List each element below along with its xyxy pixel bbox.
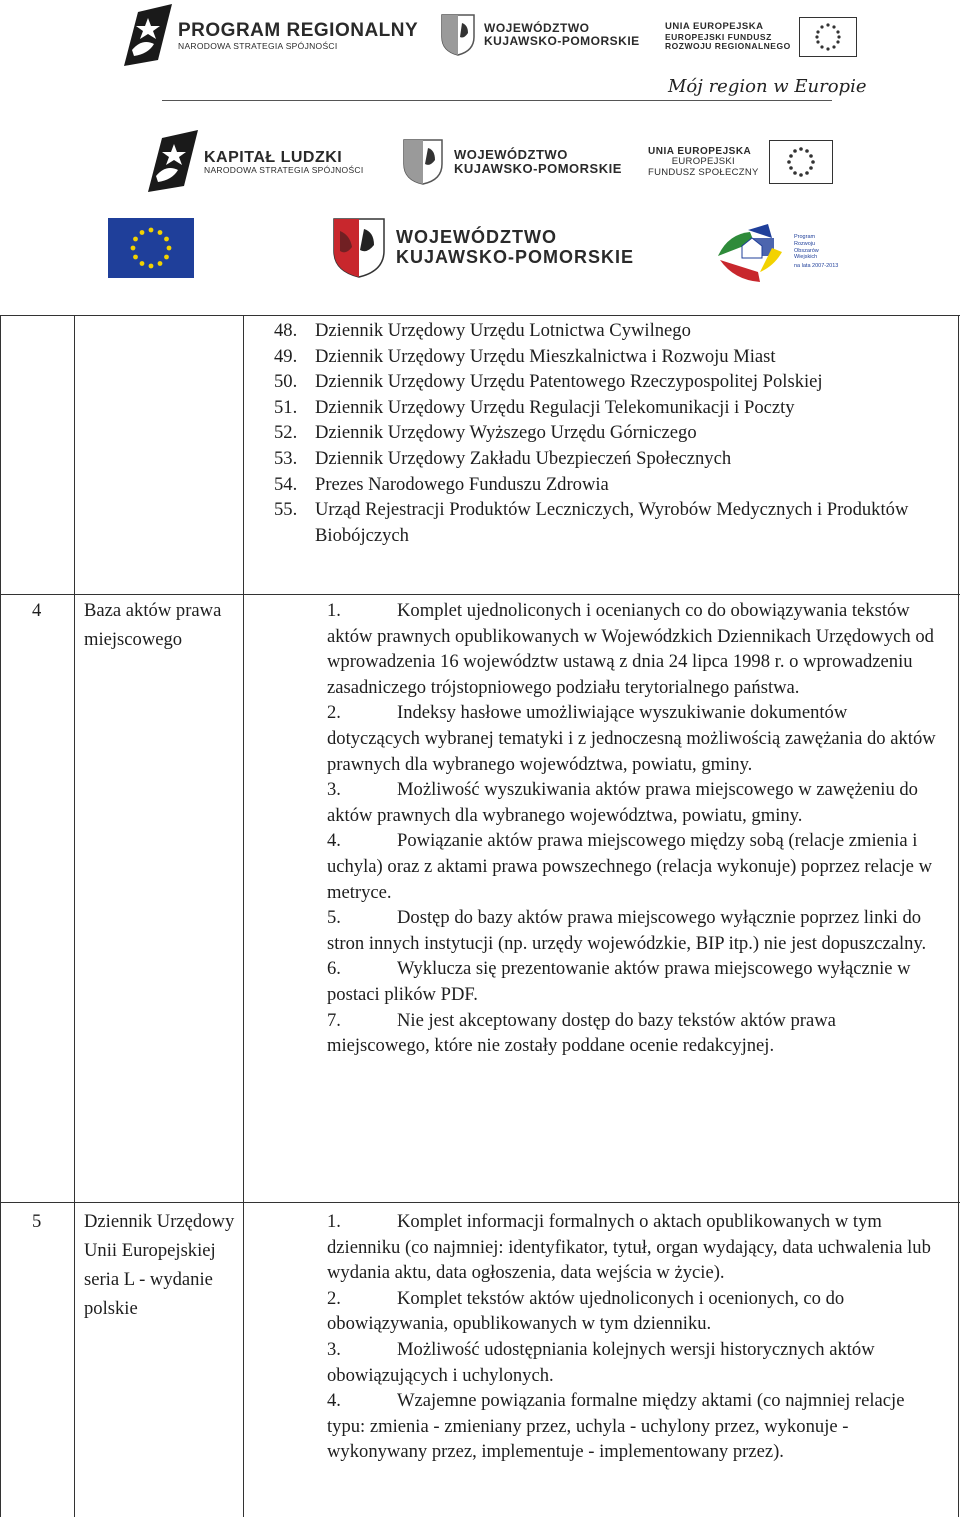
coat-of-arms-icon [402, 138, 444, 186]
requirement-item: 4. Powiązanie aktów prawa miejscowego między sobą (relacje zmienia i uchyla) oraz z aktami prawa powszechnego (relacja wykonuje) poprzez relacje w metryce. [327, 830, 933, 903]
program-regionalny-title: PROGRAM REGIONALNY [178, 19, 419, 41]
requirement-item: 1. Komplet ujednoliconych i ocenianych co do obowiązywania tekstów aktów prawnych opublikowanych w Wojewódzkich Dziennikach Urzędowych od wprowadzenia 16 województw ustawą z dnia 24 lipca 1998 r. o wprowadzeniu zasadniczego trójstopniowego podziału terytorialnego państwa. [327, 600, 934, 698]
wojewodztwo-line2: KUJAWSKO-POMORSKIE [454, 161, 622, 176]
unia-line1: UNIA EUROPEJSKA [665, 21, 764, 33]
logo-row-3 [0, 208, 960, 290]
list-item: 53. Dziennik Urzędowy Zakładu Ubezpieczeń Społecznych [274, 447, 732, 469]
slogan-signature: Mój region w Europie [668, 76, 867, 97]
unia-line3: FUNDUSZ SPOŁECZNY [648, 166, 759, 178]
unia-efrr-logo [665, 16, 857, 58]
wojewodztwo-line2: KUJAWSKO-POMORSKIE [484, 34, 640, 48]
star-figure-icon [118, 4, 174, 68]
eu-flag-logo [108, 218, 194, 278]
row-number: 4 [32, 600, 42, 621]
kapital-ludzki-subtitle: NARODOWA STRATEGIA SPÓJNOŚCI [204, 165, 364, 176]
list-item: 49. Dziennik Urzędowy Urzędu Mieszkalnictwa i Rozwoju Miast [274, 345, 776, 367]
requirement-item: 3. Możliwość wyszukiwania aktów prawa miejscowego w zawężeniu do aktów prawnych dla wybranego województwa, powiatu, gminy. [327, 779, 918, 826]
eu-flag-icon [108, 218, 194, 278]
unia-line3: ROZWOJU REGIONALNEGO [665, 41, 791, 52]
logo-row-2 [0, 118, 960, 204]
unia-line1: UNIA EUROPEJSKA [648, 146, 752, 158]
requirement-item: 3. Możliwość udostępniania kolejnych wersji historycznych aktów obowiązujących i uchylonych. [327, 1338, 875, 1386]
wojewodztwo-line1: WOJEWÓDZTWO [454, 146, 568, 162]
program-regionalny-subtitle: NARODOWA STRATEGIA SPÓJNOŚCI [178, 40, 338, 51]
requirement-item: 7. Nie jest akceptowany dostęp do bazy tekstów aktów prawa miejscowego, które nie zostały poddane ocenie redakcyjnej. [327, 1009, 836, 1057]
dziennik-list [274, 318, 934, 548]
list-item: 48. Dziennik Urzędowy Urzędu Lotnictwa Cywilnego [274, 320, 691, 341]
eu-flag-icon [799, 17, 857, 57]
requirement-item: 2. Komplet tekstów aktów ujednoliconych i ocenionych, co do obowiązywania, opublikowanych w tym dzienniku. [327, 1287, 845, 1335]
prow-line2: Rozwoju [794, 240, 816, 247]
prow-logo [712, 216, 838, 288]
logo-row-1 [0, 0, 960, 100]
star-figure-icon [142, 130, 200, 194]
unia-efs-logo [648, 140, 833, 184]
row-number: 5 [32, 1211, 42, 1232]
header-divider [162, 100, 832, 101]
requirements-table [0, 315, 960, 1517]
table-top-border [0, 315, 960, 316]
coat-of-arms-icon [440, 13, 476, 57]
list-item: 50. Dziennik Urzędowy Urzędu Patentowego Rzeczypospolitej Polskiej [274, 371, 823, 393]
column-divider [243, 315, 244, 1517]
requirement-item: 1. Komplet informacji formalnych o aktach opublikowanych w tym dzienniku (co najmniej: identyfikator, tytuł, organ wydający, data uchwalenia lub wydania aktu, data ogłoszenia, data wejścia w życie). [327, 1211, 931, 1284]
unia-line2: EUROPEJSKI [671, 156, 735, 168]
eu-flag-icon [769, 140, 833, 184]
kapital-ludzki-logo [142, 130, 364, 194]
wojewodztwo-line1: WOJEWÓDZTWO [396, 227, 557, 248]
row-divider [0, 1202, 960, 1203]
prow-line3: Obszarów [794, 247, 819, 254]
wojewodztwo-logo [402, 138, 622, 186]
program-regionalny-logo [118, 4, 418, 68]
wojewodztwo-color-logo [332, 216, 634, 280]
row-divider [0, 594, 960, 595]
requirements-list [327, 598, 939, 1059]
requirement-item: 2. Indeksy hasłowe umożliwiające wyszukiwanie dokumentów dotyczących wybranej tematyki i z jednoczesną możliwością zawężania do aktów prawnych dla wybranego województwa, powiatu, gminy. [327, 702, 936, 775]
row-name: Baza aktów prawa miejscowego [84, 600, 222, 650]
kapital-ludzki-title: KAPITAŁ LUDZKI [204, 148, 343, 166]
list-item: 52. Dziennik Urzędowy Wyższego Urzędu Górniczego [274, 422, 697, 444]
prow-emblem-icon [712, 216, 790, 288]
wojewodztwo-logo [440, 12, 640, 58]
table-left-border [0, 315, 1, 1517]
unia-line2: EUROPEJSKI FUNDUSZ [665, 31, 772, 42]
column-divider [74, 315, 75, 1517]
list-item: 54. Prezes Narodowego Funduszu Zdrowia [274, 473, 609, 495]
prow-line1: Program [794, 233, 816, 240]
table-right-border [958, 315, 959, 1517]
row-name: Dziennik Urzędowy Unii Europejskiej seria L - wydanie polskie [84, 1211, 235, 1319]
wojewodztwo-line1: WOJEWÓDZTWO [484, 20, 590, 35]
requirements-list [327, 1209, 939, 1465]
list-item: 51. Dziennik Urzędowy Urzędu Regulacji Telekomunikacji i Poczty [274, 396, 795, 418]
requirement-item: 4. Wzajemne powiązania formalne między aktami (co najmniej relacje typu: zmienia - zmieniany przez, uchyla - uchylony przez, wykonuje - wykonywany przez, implementuje - implementowany przez). [327, 1390, 905, 1463]
requirement-item: 5. Dostęp do bazy aktów prawa miejscowego wyłącznie poprzez linki do stron innych instytucji (np. urzędy wojewódzkie, BIP itp.) nie jest dopuszczalny. [327, 907, 927, 954]
prow-line4: Wiejskich [794, 254, 818, 261]
requirement-item: 6. Wyklucza się prezentowanie aktów prawa miejscowego wyłącznie w postaci plików PDF. [327, 958, 911, 1005]
prow-line5: na lata 2007-2013 [794, 263, 839, 270]
coat-of-arms-icon [332, 217, 386, 279]
list-item: 55. Urząd Rejestracji Produktów Leczniczych, Wyrobów Medycznych i Produktów Biobójczych [274, 499, 909, 546]
wojewodztwo-line2: KUJAWSKO-POMORSKIE [396, 247, 635, 267]
